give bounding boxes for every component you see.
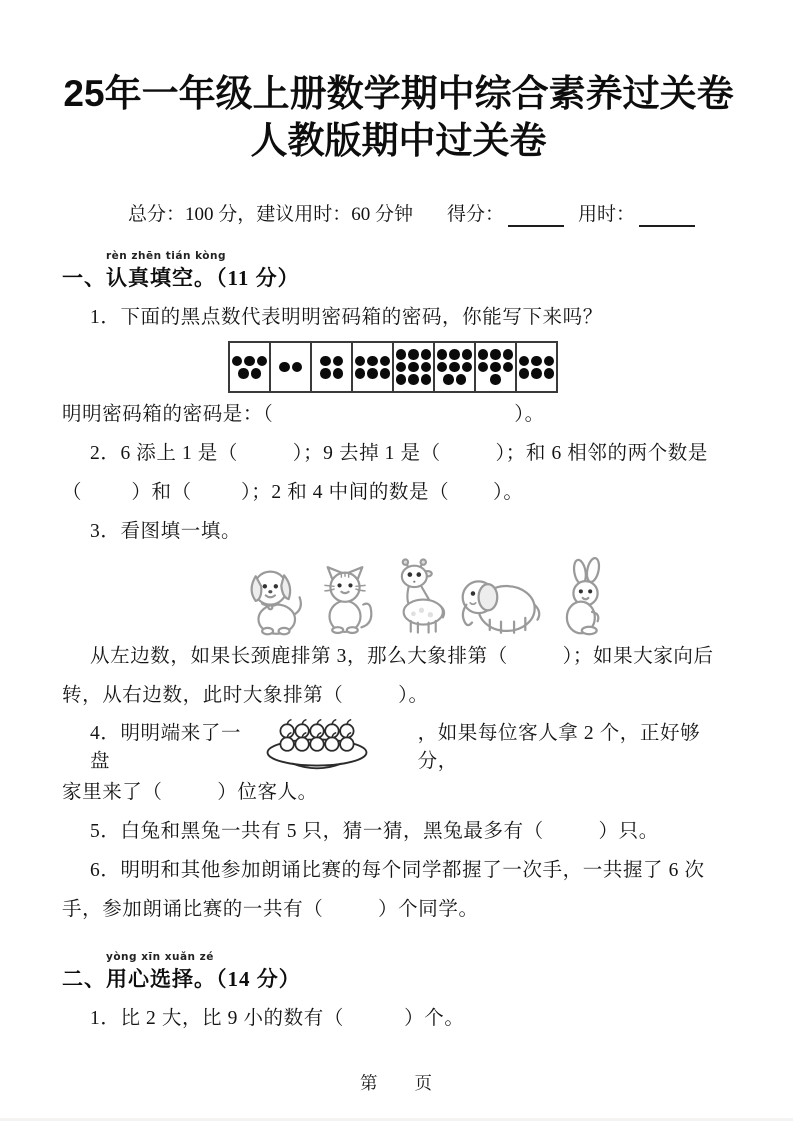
- total-score-text: 总分：100 分，建议用时：60 分钟: [128, 204, 414, 225]
- time-label: 用时：: [577, 204, 635, 225]
- section-2-pinyin: yòng xīn xuǎn zé: [106, 951, 214, 963]
- s1-q3-line-1: 从左边数，如果长颈鹿排第 3，那么大象排第（ ）；如果大家向后: [90, 646, 714, 667]
- section-1-points: （11 分）: [216, 266, 300, 290]
- s1-q4-text-before: 4．明明端来了一盘: [90, 723, 242, 772]
- s1-q2-line-1: 2．6 添上 1 是（ ）；9 去掉 1 是（ ）；和 6 相邻的两个数是: [90, 443, 708, 464]
- score-blank: [508, 209, 564, 227]
- section-2-number: 二、: [62, 967, 106, 991]
- meta-row: [128, 202, 735, 228]
- animal-row: [242, 553, 735, 637]
- section-2-heading: [62, 951, 735, 999]
- s1-q1-text: 1．下面的黑点数代表明明密码箱的密码，你能写下来吗？: [90, 307, 603, 328]
- dog-illustration: [242, 563, 306, 637]
- time-blank: [639, 209, 695, 227]
- dot-box: [474, 341, 517, 393]
- apples-group: [281, 720, 354, 751]
- cat-illustration: [314, 563, 376, 637]
- dot-box: [515, 341, 558, 393]
- footer-prefix: 第: [360, 1073, 379, 1093]
- footer-suffix: 页: [414, 1073, 433, 1093]
- score-entry: [447, 202, 695, 228]
- dot-box: [310, 341, 353, 393]
- section-1-title: 认真填空。: [106, 266, 216, 290]
- score-label: 得分：: [446, 204, 504, 225]
- s1-q4-line-2: 家里来了（ ）位客人。: [62, 782, 318, 803]
- section-2-title: 用心选择。: [106, 967, 216, 991]
- dot-box: [392, 341, 435, 393]
- s1-q4-text-after: ，如果每位客人拿 2 个，正好够分，: [417, 723, 701, 772]
- section-2-points: （14 分）: [216, 967, 301, 991]
- rabbit-illustration: [552, 557, 606, 637]
- s1-q5-text: 5．白兔和黑兔一共有 5 只，猜一猜，黑兔最多有（ ）只。: [90, 821, 659, 842]
- section-1-number: 一、: [62, 266, 106, 290]
- s1-q1-answer-line: 明明密码箱的密码是：（ ）。: [62, 404, 545, 425]
- s1-q6-line-1: 6．明明和其他参加朗诵比赛的每个同学都握了一次手，一共握了 6 次: [90, 860, 705, 881]
- section-1-heading: [62, 250, 735, 298]
- plate-of-apples-illustration: [264, 717, 411, 773]
- dot-box: [228, 341, 271, 393]
- page-title: [62, 70, 735, 164]
- s2-q1-text: 1．比 2 大，比 9 小的数有（ ）个。: [90, 1008, 465, 1029]
- dot-box: [351, 341, 394, 393]
- s1-q3-text: 3．看图填一填。: [90, 521, 242, 542]
- s1-q4-line-1: [62, 717, 735, 773]
- title-line-1: 25年一年级上册数学期中综合素养过关卷: [63, 73, 734, 114]
- elephant-illustration: [458, 565, 544, 637]
- dot-boxes: [228, 341, 735, 393]
- s1-q6-line-2: 手，参加朗诵比赛的一共有（ ）个同学。: [62, 899, 479, 920]
- title-line-2: 人教版期中过关卷: [250, 120, 547, 161]
- s1-q3-line-2: 转，从右边数，此时大象排第（ ）。: [62, 685, 429, 706]
- dot-box: [269, 341, 312, 393]
- dot-box: [433, 341, 476, 393]
- giraffe-illustration: [384, 555, 450, 637]
- s1-q2-line-2: （ ）和（ ）；2 和 4 中间的数是（ ）。: [62, 482, 524, 503]
- section-1-pinyin: rèn zhēn tián kòng: [106, 250, 227, 262]
- page-footer: [0, 1070, 793, 1095]
